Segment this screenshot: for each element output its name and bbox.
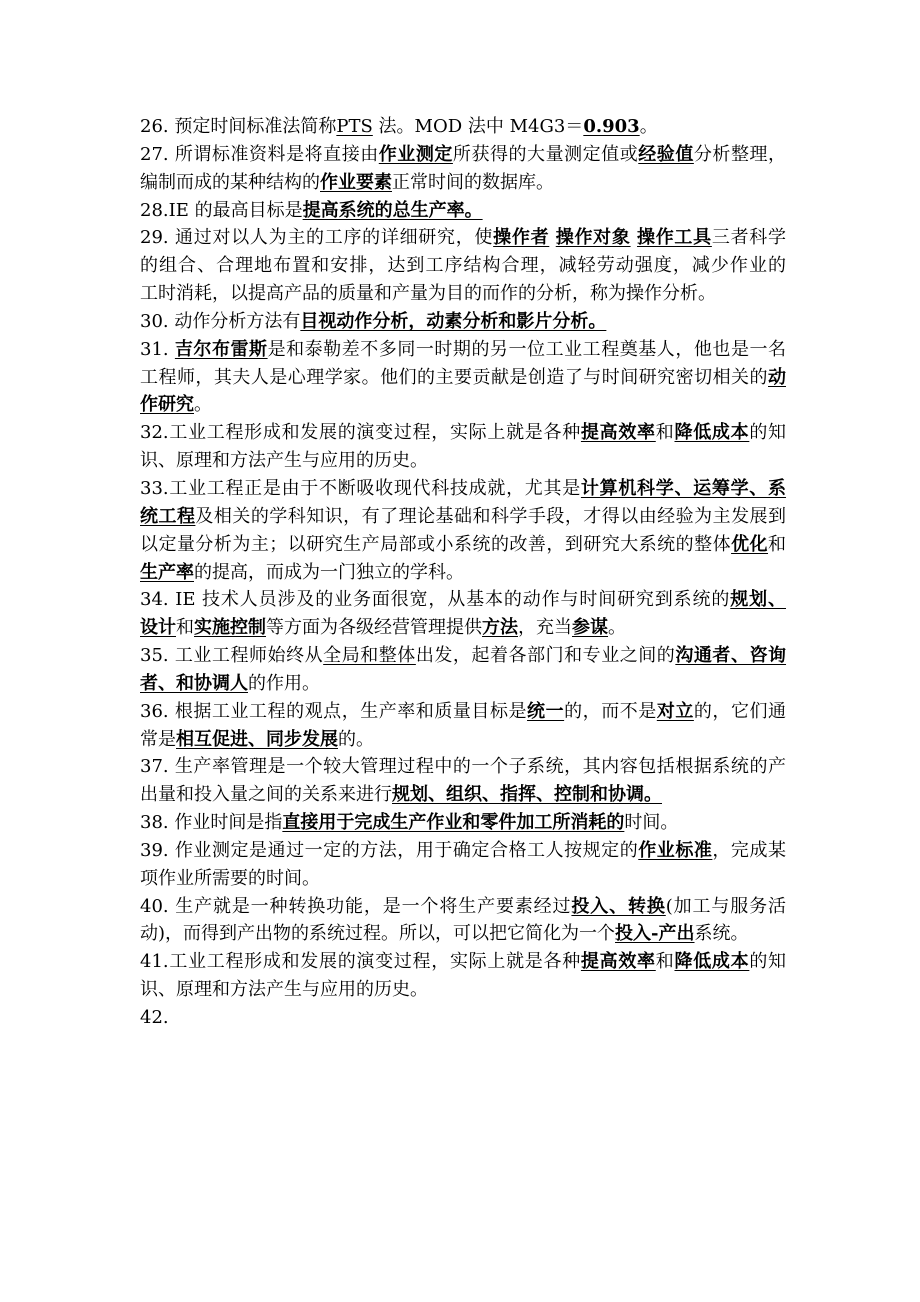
- text-run: 38. 作业时间是指: [140, 812, 283, 834]
- question-item: [140, 642, 786, 698]
- text-line: [140, 809, 786, 837]
- text-line: [140, 447, 786, 475]
- question-item: [140, 1004, 786, 1032]
- text-line: [140, 503, 786, 531]
- text-run: 和: [176, 617, 194, 639]
- text-run: 27. 所谓标准资料是将直接由: [140, 143, 379, 165]
- text-run: 等方面为各级经营管理提供: [266, 617, 482, 639]
- question-item: [140, 698, 786, 754]
- text-run: 以定量分析为主；以研究生产局部或小系统的改善，到研究大系统的整体: [140, 533, 732, 555]
- text-run: 32.工业工程形成和发展的演变过程，实际上就是各种: [140, 422, 581, 444]
- text-run: 所获得的大量测定值或: [452, 143, 639, 165]
- text-line: [140, 698, 786, 726]
- text-line: [140, 614, 786, 642]
- text-line: [140, 893, 786, 921]
- text-run: 34. IE 技术人员涉及的业务面很宽，从基本的动作与时间研究到系统的: [140, 589, 731, 611]
- text-run: 时间。: [624, 812, 679, 834]
- text-run: 编制而成的某种结构的: [140, 171, 320, 193]
- text-line: [140, 726, 786, 754]
- question-item: [140, 809, 786, 837]
- text-line: [140, 670, 786, 698]
- question-item: [140, 948, 786, 1004]
- text-line: [140, 475, 786, 503]
- text-run: 36. 根据工业工程的观点，生产率和质量目标是: [140, 700, 528, 722]
- text-line: [140, 224, 786, 252]
- text-run: (加工与服务活: [665, 895, 786, 917]
- text-run: 37. 生产率管理是一个较大管理过程中的一个子系统，其内容包括根据系统的产: [140, 756, 786, 778]
- text-run: ，充当: [518, 617, 572, 639]
- text-run: 分析整理，: [693, 143, 787, 165]
- text-line: [140, 1004, 786, 1032]
- answer-term: 投入、转换: [571, 895, 666, 917]
- text-run: 的。: [338, 728, 374, 750]
- text-line: [140, 586, 786, 614]
- text-line: [140, 865, 786, 893]
- question-item: [140, 113, 786, 141]
- text-line: [140, 753, 786, 781]
- answer-term: PTS: [336, 116, 373, 137]
- text-line: [140, 976, 786, 1004]
- answer-term: 提高效率: [580, 422, 656, 444]
- text-run: 26. 预定时间标准法简称: [140, 116, 337, 137]
- text-run: 系统。: [694, 923, 749, 945]
- answer-term: 实施控制: [194, 617, 266, 639]
- answer-term: 对立: [656, 700, 694, 722]
- answer-term: 统工程: [140, 505, 196, 527]
- answer-term: 操作工具: [637, 227, 712, 249]
- text-run: 的知: [749, 422, 787, 444]
- text-run: 。: [608, 617, 626, 639]
- text-run: ，完成某: [712, 839, 786, 861]
- text-run: 35. 工业工程师始终从: [140, 645, 324, 667]
- question-item: [140, 837, 786, 893]
- answer-term: 目视动作分析，动素分析和影片分析。: [300, 310, 607, 332]
- text-run: 的组合、合理地布置和安排，达到工序结构合理，减轻劳动强度，减少作业的: [140, 255, 786, 277]
- text-run: 40. 生产就是一种转换功能，是一个将生产要素经过: [140, 895, 572, 917]
- text-run: 出量和投入量之间的关系来进行: [140, 784, 392, 806]
- text-line: [140, 197, 786, 225]
- answer-term: 作业要素: [320, 171, 392, 193]
- answer-term: 计算机科学、运筹学、系: [580, 477, 787, 499]
- question-item: [140, 475, 786, 586]
- question-item: [140, 336, 786, 420]
- answer-term: 者、和协调人: [140, 672, 248, 694]
- text-run: 的提高，而成为一门独立的学科。: [194, 561, 464, 583]
- answer-term: 方法: [482, 617, 518, 639]
- text-run: 31.: [140, 338, 175, 360]
- text-run: 的，它们通: [693, 700, 787, 722]
- answer-term: 规划、组织、指挥、控制和协调。: [392, 784, 662, 806]
- answer-term: 降低成本: [674, 422, 750, 444]
- question-item: [140, 893, 786, 949]
- question-item: [140, 308, 786, 336]
- text-line: [140, 559, 786, 587]
- text-run: 项作业所需要的时间。: [140, 867, 320, 889]
- answer-term: 动: [768, 366, 786, 388]
- text-run: 工时消耗，以提高产品的质量和产量为目的而作的分析，称为操作分析。: [140, 283, 716, 305]
- question-item: [140, 419, 786, 475]
- text-run: 29. 通过对以人为主的工序的详细研究，使: [140, 227, 494, 249]
- text-line: [140, 113, 786, 141]
- text-run: 的，而不是: [564, 700, 657, 722]
- question-item: [140, 197, 786, 225]
- text-run: 。: [639, 116, 658, 137]
- question-item: [140, 753, 786, 809]
- text-run: 识、原理和方法产生与应用的历史。: [140, 979, 428, 1001]
- text-run: 识、原理和方法产生与应用的历史。: [140, 450, 428, 472]
- answer-term: 吉尔布雷斯: [174, 338, 268, 360]
- question-item: [140, 224, 786, 308]
- text-line: [140, 419, 786, 447]
- question-item: [140, 586, 786, 642]
- text-run: 法。MOD 法中 M4G3＝: [372, 116, 584, 137]
- text-line: [140, 141, 786, 169]
- text-line: [140, 920, 786, 948]
- answer-term: 操作者: [493, 227, 550, 249]
- text-run: 正常时间的数据库。: [392, 171, 554, 193]
- answer-term: 作业测定: [378, 143, 453, 165]
- answer-term: 投入-产出: [615, 923, 695, 945]
- answer-term: 参谋: [572, 617, 608, 639]
- answer-term: 生产率: [140, 561, 194, 583]
- text-run: 39. 作业测定是通过一定的方法，用于确定合格工人按规定的: [140, 839, 639, 861]
- answer-term: 操作对象: [555, 227, 631, 249]
- answer-term: 作业标准: [638, 839, 713, 861]
- answer-term: 全局和整体: [323, 645, 416, 667]
- answer-term: 相互促进、同步发展: [176, 728, 338, 750]
- text-run: 30. 动作分析方法有: [140, 310, 301, 332]
- text-run: 和: [768, 533, 787, 555]
- text-line: [140, 391, 786, 419]
- text-line: [140, 948, 786, 976]
- text-run: 和: [655, 422, 675, 444]
- answer-term: 优化: [731, 533, 769, 555]
- text-run: 的作用。: [248, 672, 320, 694]
- text-line: [140, 252, 786, 280]
- answer-term: 降低成本: [674, 951, 750, 973]
- text-run: 41.工业工程形成和发展的演变过程，实际上就是各种: [140, 951, 581, 973]
- text-line: [140, 308, 786, 336]
- text-run: 出发，起着各部门和专业之间的: [415, 645, 676, 667]
- text-run: 及相关的学科知识，有了理论基础和科学手段，才得以由经验为主发展到: [195, 505, 787, 527]
- answer-term: 作研究: [140, 394, 194, 416]
- text-line: [140, 364, 786, 392]
- text-line: [140, 642, 786, 670]
- text-line: [140, 531, 786, 559]
- answer-term: 经验值: [638, 143, 694, 165]
- answer-term: 设计: [140, 617, 176, 639]
- text-run: 是和泰勒差不多同一时期的另一位工业工程奠基人，他也是一名: [267, 338, 787, 360]
- answer-term: 规划、: [730, 589, 786, 611]
- text-run: 28.IE 的最高目标是: [140, 199, 303, 221]
- text-run: 的知: [749, 951, 787, 973]
- text-line: [140, 336, 786, 364]
- text-line: [140, 280, 786, 308]
- text-run: 和: [655, 951, 675, 973]
- answer-term: 0.903: [583, 116, 640, 137]
- text-line: [140, 837, 786, 865]
- document-body: [140, 113, 786, 1032]
- text-run: 动)，而得到产出物的系统过程。所以，可以把它简化为一个: [140, 923, 616, 945]
- answer-term: 提高效率: [580, 951, 656, 973]
- text-line: [140, 781, 786, 809]
- text-run: 33.工业工程正是由于不断吸收现代科技成就，尤其是: [140, 477, 581, 499]
- text-run: 常是: [140, 728, 176, 750]
- text-run: 42.: [140, 1007, 169, 1028]
- question-item: [140, 141, 786, 197]
- answer-term: 提高系统的总生产率。: [302, 199, 483, 221]
- text-run: 。: [194, 394, 212, 416]
- answer-term: 统一: [527, 700, 565, 722]
- text-run: 三者科学: [711, 227, 786, 249]
- answer-term: 直接用于完成生产作业和零件加工所消耗的: [282, 812, 625, 834]
- text-run: 工程师，其夫人是心理学家。他们的主要贡献是创造了与时间研究密切相关的: [140, 366, 768, 388]
- answer-term: 沟通者、咨询: [675, 645, 787, 667]
- text-line: [140, 169, 786, 197]
